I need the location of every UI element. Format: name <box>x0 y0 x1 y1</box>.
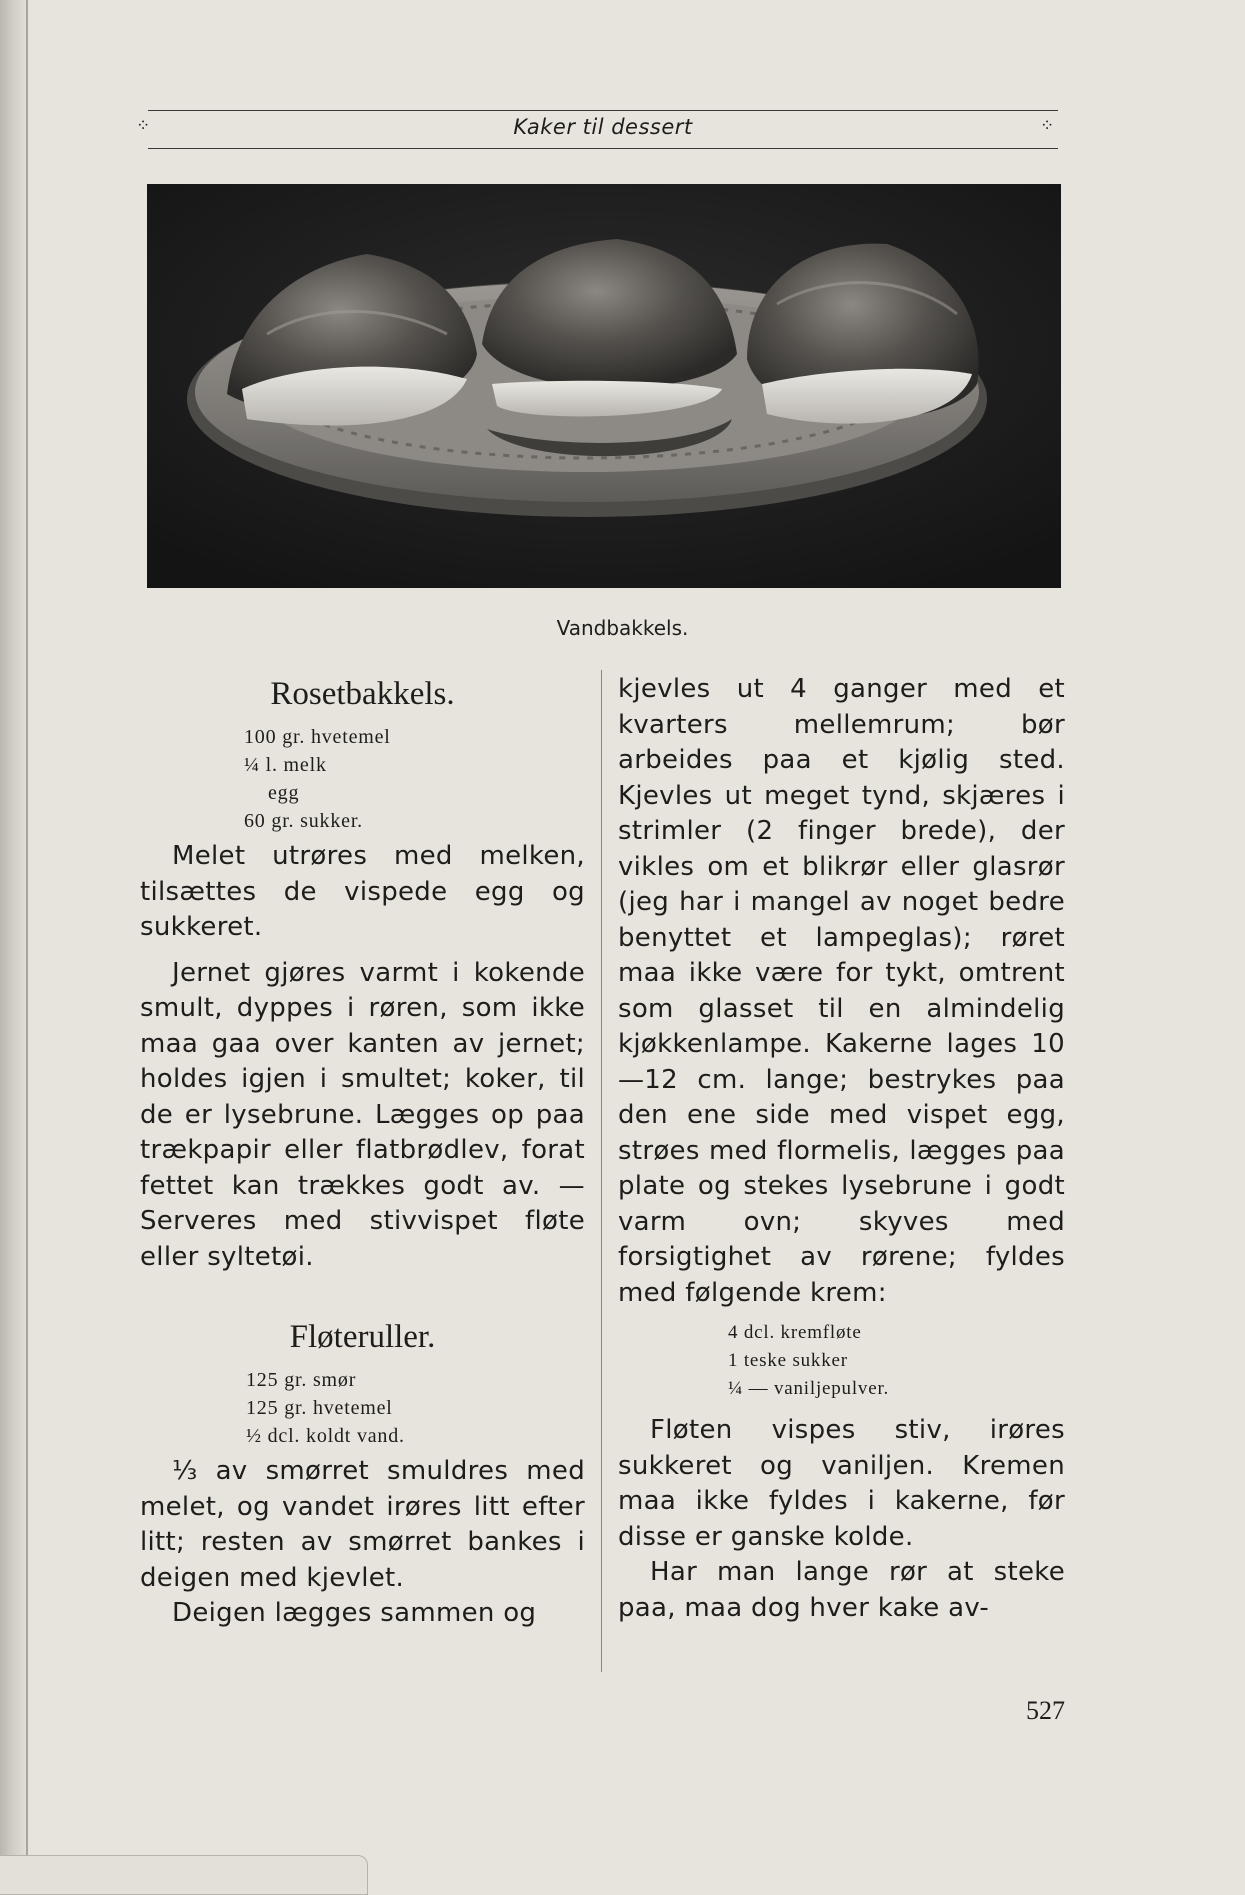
ingredient-line: ½ dcl. koldt vand. <box>246 1425 405 1447</box>
right-column <box>618 672 1065 1626</box>
page-number: 527 <box>1026 1696 1065 1725</box>
ingredient-line: 60 gr. sukker. <box>244 810 363 832</box>
running-header <box>148 112 1058 142</box>
photo-illustration <box>147 184 1061 588</box>
page-binding-edge <box>0 0 30 1895</box>
ingredient-line: egg <box>268 782 300 804</box>
floteruller-paragraph: ⅓ av smørret smuldres med melet, og vandet irøres litt efter litt; resten av smørret bankes i deigen med kjevlet. <box>140 1456 585 1593</box>
vandbakkels-photo <box>147 184 1061 588</box>
krem-paragraph: Fløten vispes stiv, irøres sukkeret og vaniljen. Kremen maa ikke fyldes i kakerne, før disse er ganske kolde. <box>618 1415 1065 1552</box>
floteruller-heading: Fløteruller. <box>289 1319 436 1355</box>
floteruller-paragraph: Deigen lægges sammen og <box>172 1598 537 1628</box>
ingredient-line: ¼ l. melk <box>244 754 327 776</box>
ornament-left-icon: ⁘ <box>136 116 151 136</box>
floteruller-continuation: kjevles ut 4 ganger med et kvarters mellemrum; bør arbeides paa et kjølig sted. Kjevles ut meget tynd, skjæres i strimler (2 finger brede), der vikles om et blikrør eller glasrør (jeg har i mangel av noget bedre benyttet et lampeglas); røret maa ikke være for tykt, omtrent som glasset til en almindelig kjøkkenlampe. Kakerne lages 10—12 cm. lange; bestrykes paa den ene side med vispet egg, strøes med flormelis, lægges paa plate og stekes lysebrune i godt varm ovn; skyves med forsigtighet av rørene; fyldes med følgende krem: <box>618 674 1065 1308</box>
ingredient-line: 125 gr. smør <box>246 1369 357 1391</box>
column-divider <box>601 670 602 1672</box>
rosetbakkels-heading: Rosetbakkels. <box>270 676 455 712</box>
header-rule-top <box>148 110 1058 111</box>
rosetbakkels-ingredients <box>140 723 585 835</box>
krem-ingredients <box>618 1319 1065 1403</box>
ingredient-line: 4 dcl. kremfløte <box>728 1322 862 1343</box>
ingredient-line: ¼ — vaniljepulver. <box>728 1378 890 1399</box>
ornament-right-icon: ⁘ <box>1040 116 1055 136</box>
ingredient-line: 125 gr. hvetemel <box>246 1397 393 1419</box>
header-rule-bottom <box>148 148 1058 149</box>
rosetbakkels-paragraph: Melet utrøres med melken, tilsættes de vispede egg og sukkeret. <box>140 841 585 942</box>
rosetbakkels-paragraph: Jernet gjøres varmt i kokende smult, dyppes i røren, som ikke maa gaa over kanten av jernet; holdes igjen i smultet; koker, til de er lysebrune. Lægges op paa trækpapir eller flatbrødlev, forat fettet kan trækkes godt av. — Serveres med stivvispet fløte eller syltetøi. <box>140 957 585 1272</box>
ingredient-line: 1 teske sukker <box>728 1350 848 1371</box>
page-bottom-tab <box>0 1855 368 1895</box>
photo-caption: Vandbakkels. <box>556 616 689 640</box>
floteruller-ingredients <box>140 1366 585 1450</box>
ingredient-line: 100 gr. hvetemel <box>244 726 391 748</box>
closing-paragraph: Har man lange rør at steke paa, maa dog hver kake av- <box>618 1557 1065 1623</box>
left-column <box>140 672 585 1632</box>
header-title: Kaker til dessert <box>513 115 693 139</box>
